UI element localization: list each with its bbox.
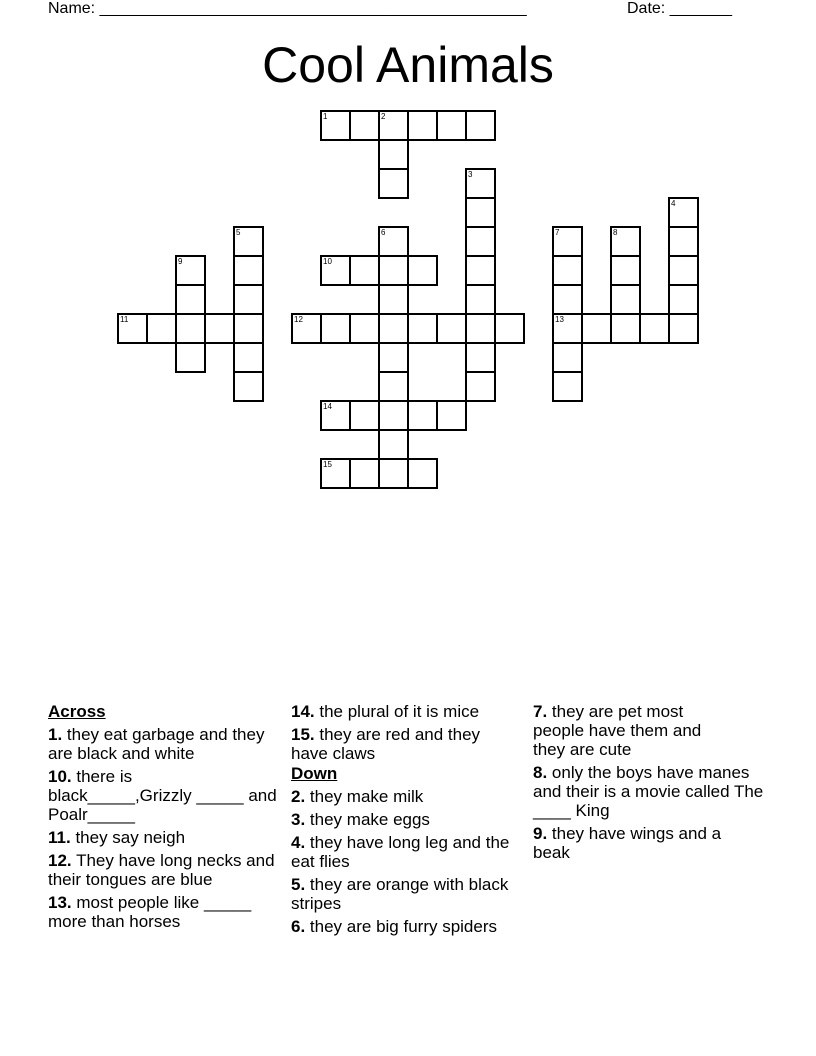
clue-down-3: 3. they make eggs bbox=[291, 810, 430, 829]
name-field[interactable]: Name: ________________________________________________ bbox=[48, 0, 527, 17]
grid-cell[interactable] bbox=[175, 255, 206, 286]
cell-number: 15 bbox=[323, 460, 332, 469]
grid-cell[interactable] bbox=[378, 458, 409, 489]
clue-across-11: 11. they say neigh bbox=[48, 828, 186, 847]
grid-cell[interactable] bbox=[175, 342, 206, 373]
grid-cell[interactable] bbox=[349, 313, 380, 344]
grid-cell[interactable] bbox=[639, 313, 670, 344]
clue-across-13: 13. most people like _____ more than horses bbox=[48, 893, 252, 931]
grid-cell[interactable] bbox=[175, 284, 206, 315]
cell-number: 13 bbox=[555, 315, 564, 324]
clue-across-14: 14. the plural of it is mice bbox=[291, 702, 480, 721]
grid-cell[interactable] bbox=[436, 110, 467, 141]
grid-cell[interactable] bbox=[465, 197, 496, 228]
grid-cell[interactable] bbox=[320, 110, 351, 141]
grid-cell[interactable] bbox=[233, 342, 264, 373]
clue-across-12: 12. They have long necks and their tongues are blue bbox=[48, 851, 275, 889]
down-heading: Down bbox=[291, 764, 338, 783]
grid-cell[interactable] bbox=[291, 313, 322, 344]
grid-cell[interactable] bbox=[320, 313, 351, 344]
grid-cell[interactable] bbox=[465, 168, 496, 199]
cell-number: 11 bbox=[120, 315, 129, 324]
grid-cell[interactable] bbox=[233, 255, 264, 286]
cell-number: 8 bbox=[613, 228, 618, 237]
clue-down-4: 4. they have long leg and the eat flies bbox=[291, 833, 510, 871]
grid-cell[interactable] bbox=[465, 110, 496, 141]
grid-cell[interactable] bbox=[668, 284, 699, 315]
grid-cell[interactable] bbox=[494, 313, 525, 344]
grid-cell[interactable] bbox=[233, 284, 264, 315]
grid-cell[interactable] bbox=[465, 313, 496, 344]
grid-cell[interactable] bbox=[320, 255, 351, 286]
date-field[interactable]: Date: _______ bbox=[627, 0, 732, 17]
clue-down-8: 8. only the boys have manes and their is a movie called The ____ King bbox=[533, 763, 764, 820]
grid-cell[interactable] bbox=[610, 226, 641, 257]
clue-down-7: 7. they are pet most people have them and they are cute bbox=[533, 702, 702, 759]
grid-cell[interactable] bbox=[436, 313, 467, 344]
grid-cell[interactable] bbox=[465, 284, 496, 315]
grid-cell[interactable] bbox=[407, 458, 438, 489]
grid-cell[interactable] bbox=[378, 139, 409, 170]
across-heading: Across bbox=[48, 702, 106, 721]
grid-cell[interactable] bbox=[552, 284, 583, 315]
grid-cell[interactable] bbox=[668, 226, 699, 257]
grid-cell[interactable] bbox=[378, 429, 409, 460]
grid-cell[interactable] bbox=[378, 255, 409, 286]
grid-cell[interactable] bbox=[378, 342, 409, 373]
grid-cell[interactable] bbox=[378, 371, 409, 402]
grid-cell[interactable] bbox=[204, 313, 235, 344]
grid-cell[interactable] bbox=[465, 342, 496, 373]
grid-cell[interactable] bbox=[610, 313, 641, 344]
grid-cell[interactable] bbox=[552, 226, 583, 257]
grid-cell[interactable] bbox=[349, 458, 380, 489]
grid-cell[interactable] bbox=[233, 226, 264, 257]
cell-number: 14 bbox=[323, 402, 332, 411]
grid-cell[interactable] bbox=[610, 284, 641, 315]
grid-cell[interactable] bbox=[378, 110, 409, 141]
clue-across-1: 1. they eat garbage and they are black and white bbox=[48, 725, 265, 763]
clue-across-10: 10. there is black_____,Grizzly _____ and Poalr_____ bbox=[48, 767, 277, 824]
clue-across-15: 15. they are red and they have claws bbox=[291, 725, 481, 763]
grid-cell[interactable] bbox=[320, 400, 351, 431]
grid-cell[interactable] bbox=[552, 342, 583, 373]
cell-number: 4 bbox=[671, 199, 676, 208]
grid-cell[interactable] bbox=[349, 110, 380, 141]
grid-cell[interactable] bbox=[349, 255, 380, 286]
clues-column-2 bbox=[291, 702, 521, 940]
grid-cell[interactable] bbox=[378, 168, 409, 199]
cell-number: 1 bbox=[323, 112, 328, 121]
grid-cell[interactable] bbox=[378, 284, 409, 315]
grid-cell[interactable] bbox=[465, 255, 496, 286]
grid-cell[interactable] bbox=[668, 313, 699, 344]
grid-cell[interactable] bbox=[552, 371, 583, 402]
clue-down-5: 5. they are orange with black stripes bbox=[291, 875, 509, 913]
grid-cell[interactable] bbox=[465, 371, 496, 402]
grid-cell[interactable] bbox=[378, 226, 409, 257]
cell-number: 10 bbox=[323, 257, 332, 266]
cell-number: 12 bbox=[294, 315, 303, 324]
grid-cell[interactable] bbox=[407, 255, 438, 286]
grid-cell[interactable] bbox=[117, 313, 148, 344]
grid-cell[interactable] bbox=[378, 313, 409, 344]
grid-cell[interactable] bbox=[552, 313, 583, 344]
grid-cell[interactable] bbox=[233, 313, 264, 344]
clues-column-1 bbox=[48, 702, 278, 935]
cell-number: 3 bbox=[468, 170, 473, 179]
grid-cell[interactable] bbox=[668, 255, 699, 286]
grid-cell[interactable] bbox=[146, 313, 177, 344]
grid-cell[interactable] bbox=[233, 371, 264, 402]
grid-cell[interactable] bbox=[552, 255, 583, 286]
grid-cell[interactable] bbox=[436, 400, 467, 431]
cell-number: 7 bbox=[555, 228, 560, 237]
clues-column-3 bbox=[533, 702, 773, 866]
grid-cell[interactable] bbox=[378, 400, 409, 431]
grid-cell[interactable] bbox=[349, 400, 380, 431]
cell-number: 6 bbox=[381, 228, 386, 237]
grid-cell[interactable] bbox=[610, 255, 641, 286]
grid-cell[interactable] bbox=[668, 197, 699, 228]
cell-number: 2 bbox=[381, 112, 386, 121]
grid-cell[interactable] bbox=[581, 313, 612, 344]
grid-cell[interactable] bbox=[407, 313, 438, 344]
grid-cell[interactable] bbox=[320, 458, 351, 489]
cell-number: 9 bbox=[178, 257, 183, 266]
cell-number: 5 bbox=[236, 228, 241, 237]
clue-down-6: 6. they are big furry spiders bbox=[291, 917, 498, 936]
grid-cell[interactable] bbox=[407, 110, 438, 141]
clue-down-2: 2. they make milk bbox=[291, 787, 424, 806]
page-title: Cool Animals bbox=[262, 37, 554, 93]
grid-cell[interactable] bbox=[175, 313, 206, 344]
grid-cell[interactable] bbox=[465, 226, 496, 257]
grid-cell[interactable] bbox=[407, 400, 438, 431]
clue-down-9: 9. they have wings and a beak bbox=[533, 824, 722, 862]
